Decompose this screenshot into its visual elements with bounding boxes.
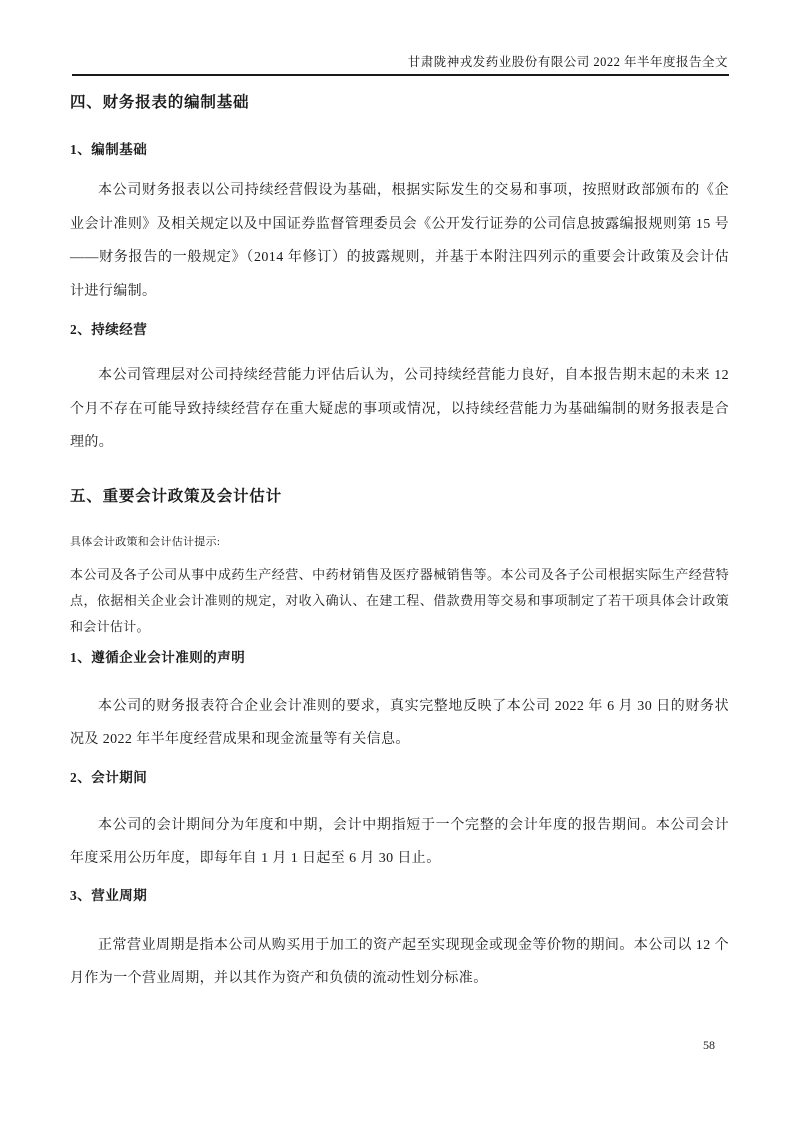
section5-sub1-paragraph: 本公司的财务报表符合企业会计准则的要求，真实完整地反映了本公司 2022 年 6 月 30 日的财务状况及 2022 年半年度经营成果和现金流量等有关信息。 — [70, 698, 729, 747]
section4-sub1-title: 1、编制基础 — [70, 142, 148, 157]
section5-title: 五、重要会计政策及会计估计 — [70, 487, 282, 505]
section4-sub2-title: 2、持续经营 — [70, 322, 148, 337]
section4-sub2-paragraph: 本公司管理层对公司持续经营能力评估后认为，公司持续经营能力良好，自本报告期末起的未来 12 个月不存在可能导致持续经营存在重大疑虑的事项或情况，以持续经营能力为基础编制的财务报表是合理的。 — [70, 368, 729, 450]
section5-note: 具体会计政策和会计估计提示: — [70, 535, 221, 548]
section5-intro-paragraph: 本公司及各子公司从事中成药生产经营、中药材销售及医疗器械销售等。本公司及各子公司根据实际生产经营特点，依据相关企业会计准则的规定，对收入确认、在建工程、借款费用等交易和事项制定了若干项具体会计政策和会计估计。 — [70, 566, 729, 634]
section4-sub1-paragraph: 本公司财务报表以公司持续经营假设为基础，根据实际发生的交易和事项，按照财政部颁布的《企业会计准则》及相关规定以及中国证券监督管理委员会《公开发行证券的公司信息披露编报规则第 15 号——财务报告的一般规定》（2014 年修订）的披露规则，并基于本附注四列示的重要会计政策及会计估计进行编制。 — [70, 183, 729, 299]
section5-sub2-paragraph: 本公司的会计期间分为年度和中期，会计中期指短于一个完整的会计年度的报告期间。本公司会计年度采用公历年度，即每年自 1 月 1 日起至 6 月 30 日止。 — [70, 817, 729, 866]
header-divider — [72, 74, 729, 76]
section4-title: 四、财务报表的编制基础 — [70, 94, 250, 111]
section5-sub3-title: 3、营业周期 — [70, 887, 148, 903]
page-content — [70, 92, 729, 996]
section5-sub2-title: 2、会计期间 — [70, 769, 148, 785]
section5-sub1-title: 1、遵循企业会计准则的声明 — [70, 649, 246, 665]
page-header-title: 甘肃陇神戎发药业股份有限公司 2022 年半年度报告全文 — [407, 55, 728, 69]
page-number: 58 — [703, 1038, 715, 1052]
section5-sub3-paragraph: 正常营业周期是指本公司从购买用于加工的资产起至实现现金或现金等价物的期间。本公司以 12 个月作为一个营业周期，并以其作为资产和负债的流动性划分标准。 — [70, 937, 729, 986]
